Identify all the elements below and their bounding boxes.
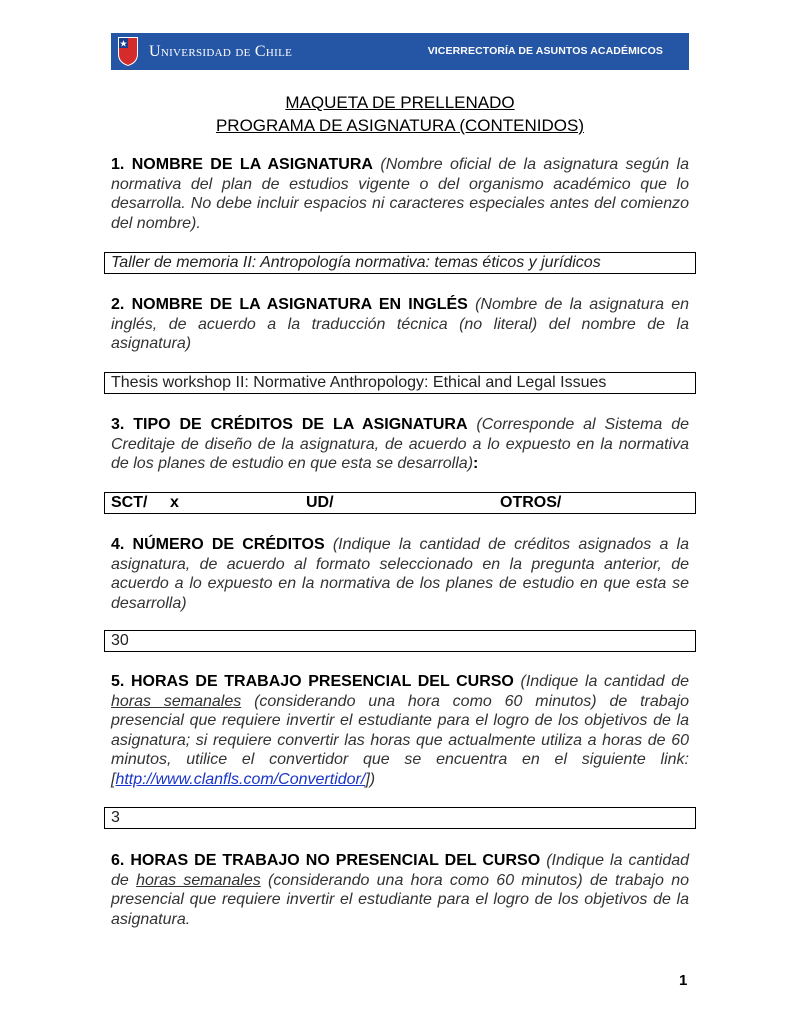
section-6-note-b: (considerando una hora como 60 minutos) de trabajo no presencial que requiere invertir el estudiante para el logro de los objetivos de la asignatura. — [111, 871, 690, 928]
converter-link[interactable]: http://www.clanfls.com/Convertidor/ — [115, 770, 366, 788]
section-1-note: (Nombre oficial de la asignatura según la normativa del plan de estudios vigente o del organismo académico que lo desarrolla. No debe incluir espacios ni caracteres especiales antes del comienzo del nombre). — [111, 156, 690, 232]
section-4-value-box — [104, 630, 696, 652]
section-5-value-box — [104, 807, 696, 829]
section-6-heading: 6. HORAS DE TRABAJO NO PRESENCIAL DEL CURSO — [111, 852, 541, 869]
section-6-underlined: horas semanales — [136, 871, 261, 889]
section-5-underlined: horas semanales — [111, 692, 242, 710]
section-6-description — [111, 851, 689, 929]
section-2-heading: 2. NOMBRE DE LA ASIGNATURA EN INGLÉS — [111, 296, 468, 313]
section-5-heading: 5. HORAS DE TRABAJO PRESENCIAL DEL CURSO — [111, 673, 514, 690]
ud-label: UD/ — [306, 494, 334, 511]
sct-label: SCT/ — [111, 494, 148, 511]
document-title-line1: MAQUETA DE PRELLENADO — [285, 93, 515, 112]
otros-label: OTROS/ — [500, 494, 562, 511]
course-name-english-value: Thesis workshop II: Normative Anthropology: Ethical and Legal Issues — [111, 374, 607, 391]
section-5-note-b: (considerando una hora como 60 minutos) de trabajo presencial que requiere invertir el estudiante para el logro de los objetivos de la asignatura; si requiere convertir las horas que actualmente utiliza a horas de 60 minutos, utilice el convertidor que se encuentra en el siguiente link: [ — [111, 692, 690, 788]
header-banner — [111, 33, 689, 70]
credit-type-box — [104, 492, 696, 514]
section-2-description — [111, 295, 689, 354]
section-3-note-b: Sistema de Creditaje de diseño de la asignatura, de acuerdo a lo expuesto en la normativa de los planes de estudio en que esta se desarrolla) — [111, 416, 690, 472]
section-4-note: (Indique la cantidad de créditos asignados a la asignatura, de acuerdo al formato seleccionado en la pregunta anterior, de acuerdo a lo expuesto en la normativa de los planes de estudio en que esta se desarrolla) — [111, 536, 689, 612]
course-name-value: Taller de memoria II: Antropología normativa: temas éticos y jurídicos — [111, 254, 601, 271]
university-name: Universidad de Chile — [149, 43, 293, 60]
section-2-value-box — [104, 372, 696, 394]
sct-mark: x — [170, 494, 179, 511]
presential-hours-value: 3 — [111, 809, 120, 826]
section-3-description — [111, 415, 689, 474]
section-3-note-a: (Corresponde al — [476, 416, 596, 433]
section-5-note-a: (Indique la cantidad de — [520, 673, 689, 690]
university-crest-icon — [117, 36, 139, 67]
vice-rectorate-label: VICERRECTORÍA DE ASUNTOS ACADÉMICOS — [427, 45, 663, 57]
section-4-heading: 4. NÚMERO DE CRÉDITOS — [111, 536, 325, 553]
section-5-description — [111, 672, 689, 789]
section-6-note-a: (Indique la cantidad de — [111, 852, 690, 889]
section-4-description — [111, 535, 689, 613]
page-number: 1 — [679, 972, 688, 989]
credits-number-value: 30 — [111, 632, 129, 649]
section-1-description — [111, 155, 689, 233]
section-2-note: (Nombre de la asignatura en inglés, de acuerdo a la traducción técnica (no literal) del nombre de la asignatura) — [111, 296, 689, 352]
section-1-value-box — [104, 252, 696, 274]
document-title-line2: PROGRAMA DE ASIGNATURA (CONTENIDOS) — [215, 116, 585, 135]
section-5-note-c: ]) — [365, 770, 376, 788]
section-1-heading: 1. NOMBRE DE LA ASIGNATURA — [111, 156, 373, 173]
section-3-heading: 3. TIPO DE CRÉDITOS DE LA ASIGNATURA — [111, 416, 468, 433]
section-3-colon: : — [473, 455, 479, 472]
